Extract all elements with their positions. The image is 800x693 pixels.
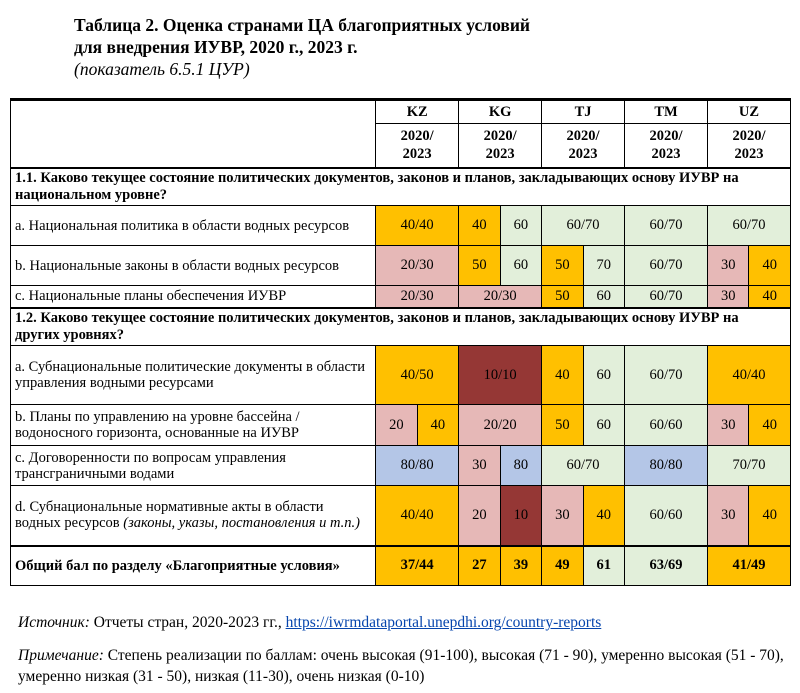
cell-kg: 20/20 (459, 405, 542, 446)
row-label: a. Субнациональные политические документы в области управления водными ресурсами (11, 346, 376, 405)
note-paragraph (18, 645, 788, 687)
cell-tm: 60/70 (625, 286, 708, 308)
cell-tj-2020: 50 (542, 286, 583, 308)
table-row (11, 446, 791, 486)
cell-kg-2020: 20 (459, 486, 500, 546)
cell-uz: 40/40 (707, 346, 790, 405)
cell-uz-2020: 30 (707, 286, 748, 308)
header-years-uz: 2020/ 2023 (707, 124, 790, 168)
row-label: c. Договоренности по вопросам управления трансграничными водами (11, 446, 376, 486)
table-row (11, 206, 791, 246)
cell-tj-2023: 70 (583, 246, 624, 286)
cell-tj: 60/70 (542, 206, 625, 246)
row-label-italic: (законы, указы, постановления и т.п.) (123, 515, 360, 532)
header-country-kg: KG (459, 100, 542, 124)
section-title-1-1: 1.1. Каково текущее состояние политических документов, законов и планов, закладывающих основу ИУВР на национальном уровне? (11, 168, 791, 206)
cell-tm: 60/60 (625, 405, 708, 446)
cell-kz: 40/40 (376, 206, 459, 246)
cell-tj-2020: 40 (542, 346, 583, 405)
cell-tj-2023: 40 (583, 486, 624, 546)
total-uz: 41/49 (707, 546, 790, 586)
cell-uz-2023: 40 (749, 486, 791, 546)
total-tj-2020: 49 (542, 546, 583, 586)
caption-line-2: для внедрения ИУВР, 2020 г., 2023 г. (74, 37, 358, 57)
table-row (11, 486, 791, 546)
cell-uz-2023: 40 (749, 246, 791, 286)
cell-uz: 70/70 (707, 446, 790, 486)
table-row (11, 246, 791, 286)
row-label: a. Национальная политика в области водных ресурсов (11, 206, 376, 246)
cell-kz: 40/40 (376, 486, 459, 546)
cell-kz: 80/80 (376, 446, 459, 486)
source-link[interactable]: https://iwrmdataportal.unepdhi.org/country-reports (285, 614, 602, 631)
cell-kz-2020: 20 (376, 405, 417, 446)
cell-tj-2023: 60 (583, 346, 624, 405)
total-kz: 37/44 (376, 546, 459, 586)
cell-tj-2020: 50 (542, 246, 583, 286)
table-caption (74, 14, 774, 80)
source-line (18, 614, 601, 632)
note-label: Примечание: (18, 647, 104, 664)
total-kg-2023: 39 (500, 546, 541, 586)
row-label: b. Планы по управлению на уровне бассейна / водоносного горизонта, основанные на ИУВР (11, 405, 376, 446)
cell-kg-2023: 60 (500, 206, 541, 246)
header-years-tj: 2020/ 2023 (542, 124, 625, 168)
cell-uz-2020: 30 (707, 486, 748, 546)
cell-kg: 10/10 (459, 346, 542, 405)
section-title-1-2: 1.2. Каково текущее состояние политических документов, законов и планов, закладывающих основу ИУВР на других уровнях? (11, 308, 791, 346)
note-text: Степень реализации по баллам: очень высокая (91-100), высокая (71 - 90), умеренно высокая (51 - 70), умеренно низкая (31 - 50), низкая (11-30), очень низкая (0-10) (18, 647, 784, 685)
header-years-tm: 2020/ 2023 (625, 124, 708, 168)
header-blank-cell (11, 100, 376, 168)
cell-tj-2020: 30 (542, 486, 583, 546)
table-row (11, 405, 791, 446)
total-row (11, 546, 791, 586)
cell-tm: 60/70 (625, 246, 708, 286)
cell-kz: 20/30 (376, 246, 459, 286)
cell-kg-2023: 80 (500, 446, 541, 486)
row-label: d. Субнациональные нормативные акты в области водных ресурсов (законы, указы, постановления и т.п.) (11, 486, 376, 546)
cell-uz-2020: 30 (707, 246, 748, 286)
cell-kz: 40/50 (376, 346, 459, 405)
total-label: Общий бал по разделу «Благоприятные условия» (11, 546, 376, 586)
cell-tm: 60/70 (625, 206, 708, 246)
cell-kg-2020: 50 (459, 246, 500, 286)
header-years-kg: 2020/ 2023 (459, 124, 542, 168)
cell-tm: 80/80 (625, 446, 708, 486)
header-country-tj: TJ (542, 100, 625, 124)
cell-kg-2020: 40 (459, 206, 500, 246)
cell-tm: 60/70 (625, 346, 708, 405)
cell-kz: 20/30 (376, 286, 459, 308)
cell-kg: 20/30 (459, 286, 542, 308)
header-country-kz: KZ (376, 100, 459, 124)
cell-kz-2023: 40 (417, 405, 458, 446)
table-row (11, 346, 791, 405)
cell-kg-2023: 10 (500, 486, 541, 546)
total-kg-2020: 27 (459, 546, 500, 586)
cell-uz-2023: 40 (749, 405, 791, 446)
row-label: b. Национальные законы в области водных ресурсов (11, 246, 376, 286)
cell-tj: 60/70 (542, 446, 625, 486)
total-tm: 63/69 (625, 546, 708, 586)
cell-tj-2023: 60 (583, 286, 624, 308)
cell-tm: 60/60 (625, 486, 708, 546)
cell-tj-2023: 60 (583, 405, 624, 446)
cell-uz-2020: 30 (707, 405, 748, 446)
cell-uz: 60/70 (707, 206, 790, 246)
header-country-tm: TM (625, 100, 708, 124)
caption-line-1: Таблица 2. Оценка странами ЦА благоприятных условий (74, 15, 530, 35)
row-label: c. Национальные планы обеспечения ИУВР (11, 286, 376, 308)
total-tj-2023: 61 (583, 546, 624, 586)
header-years-kz: 2020/ 2023 (376, 124, 459, 168)
cell-kg-2023: 60 (500, 246, 541, 286)
cell-uz-2023: 40 (749, 286, 791, 308)
source-text: Отчеты стран, 2020-2023 гг., (93, 614, 282, 631)
cell-kg-2020: 30 (459, 446, 500, 486)
cell-tj-2020: 50 (542, 405, 583, 446)
source-label: Источник: (18, 614, 90, 631)
table-row (11, 286, 791, 308)
caption-indicator: (показатель 6.5.1 ЦУР) (74, 59, 250, 79)
header-country-uz: UZ (707, 100, 790, 124)
assessment-table (10, 98, 791, 586)
